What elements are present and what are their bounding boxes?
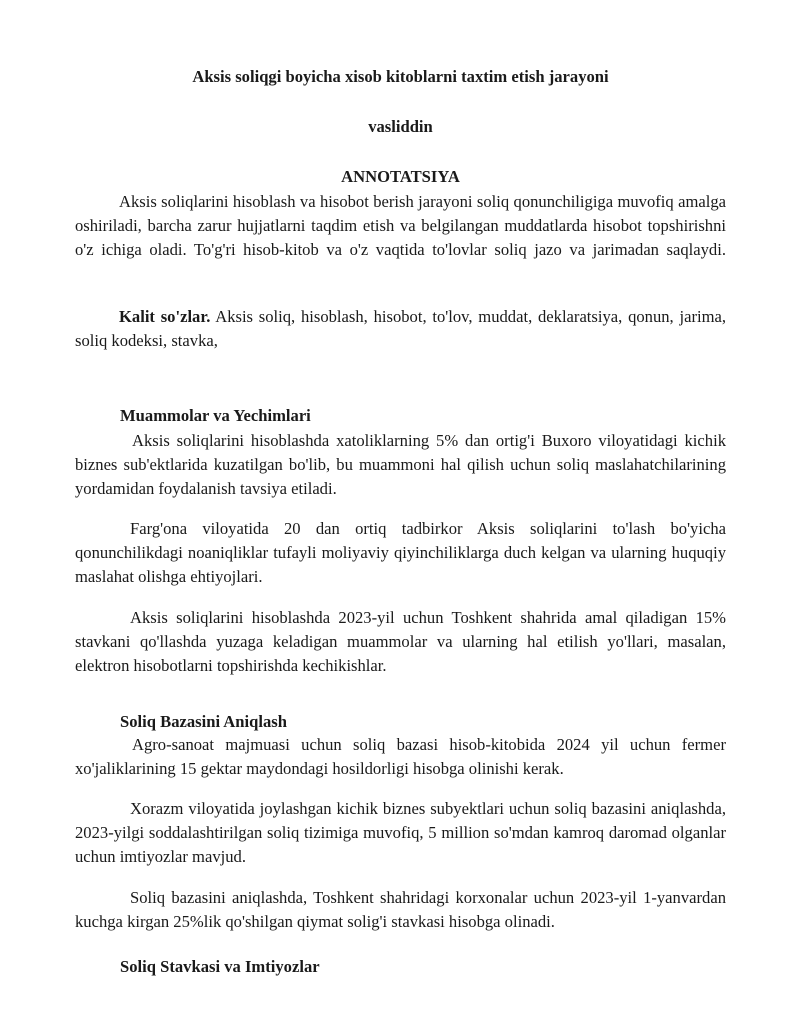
section-heading-rates: Soliq Stavkasi va Imtiyozlar: [120, 957, 320, 976]
section-paragraph: Aksis soliqlarini hisoblashda 2023-yil uchun Toshkent shahrida amal qiladigan 15% stavkani qo'llashda yuzaga keladigan muammolar va ularning hal etilish yo'llari, masalan, elektron hisobotlarni topshirishda kechikishlar.: [75, 608, 726, 676]
annotation-paragraph: Aksis soliqlarini hisoblash va hisobot berish jarayoni soliq qonunchiligiga muvofiq amalga oshiriladi, barcha zarur hujjatlarni taqdim etish va belgilangan muddatlarda hisobot topshirishni o'z ichiga oladi. To'g'ri hisob-kitob va o'z vaqtida to'lovlar soliq jazo va jarimadan saqlaydi.: [75, 192, 726, 260]
section-heading-tax-base: Soliq Bazasini Aniqlash: [120, 712, 287, 731]
keywords-paragraph: [75, 305, 726, 353]
document-author: vasliddin: [368, 117, 433, 136]
keywords-text: Aksis soliq, hisoblash, hisobot, to'lov, muddat, deklaratsiya, qonun, jarima, soliq kodeksi, stavka,: [75, 307, 726, 351]
document-title: Aksis soliqgi boyicha xisob kitoblarni taxtim etish jarayoni: [192, 67, 609, 86]
section-paragraph: Aksis soliqlarini hisoblashda xatoliklarning 5% dan ortig'i Buxoro viloyatidagi kichik biznes sub'ektlarida kuzatilgan bo'lib, bu muammoni hal qilish uchun soliq maslahatchilarining yordamidan foydalanish tavsiya etiladi.: [75, 431, 726, 499]
section-heading-problems: Muammolar va Yechimlari: [120, 406, 311, 425]
keywords-label: Kalit so'zlar.: [119, 307, 211, 326]
section-paragraph: Xorazm viloyatida joylashgan kichik biznes subyektlari uchun soliq bazasini aniqlashda, 2023-yilgi soddalashtirilgan soliq tizimiga muvofiq, 5 million so'mdan kamroq daromad olganlar uchun imtiyozlar mavjud.: [75, 799, 726, 867]
annotation-heading: ANNOTATSIYA: [341, 167, 460, 186]
section-paragraph: Farg'ona viloyatida 20 dan ortiq tadbirkor Aksis soliqlarini to'lash bo'yicha qonunchilikdagi noaniqliklar tufayli moliyaviy qiyinchiliklarga duch kelgan va ularning huquqiy maslahat olishga ehtiyojlari.: [75, 519, 726, 587]
section-paragraph: Soliq bazasini aniqlashda, Toshkent shahridagi korxonalar uchun 2023-yil 1-yanvardan kuchga kirgan 25%lik qo'shilgan qiymat solig'i stavkasi hisobga olinadi.: [75, 888, 726, 932]
section-paragraph: Agro-sanoat majmuasi uchun soliq bazasi hisob-kitobida 2024 yil uchun fermer xo'jaliklarining 15 gektar maydondagi hosildorligi hisobga olinishi kerak.: [75, 735, 726, 779]
